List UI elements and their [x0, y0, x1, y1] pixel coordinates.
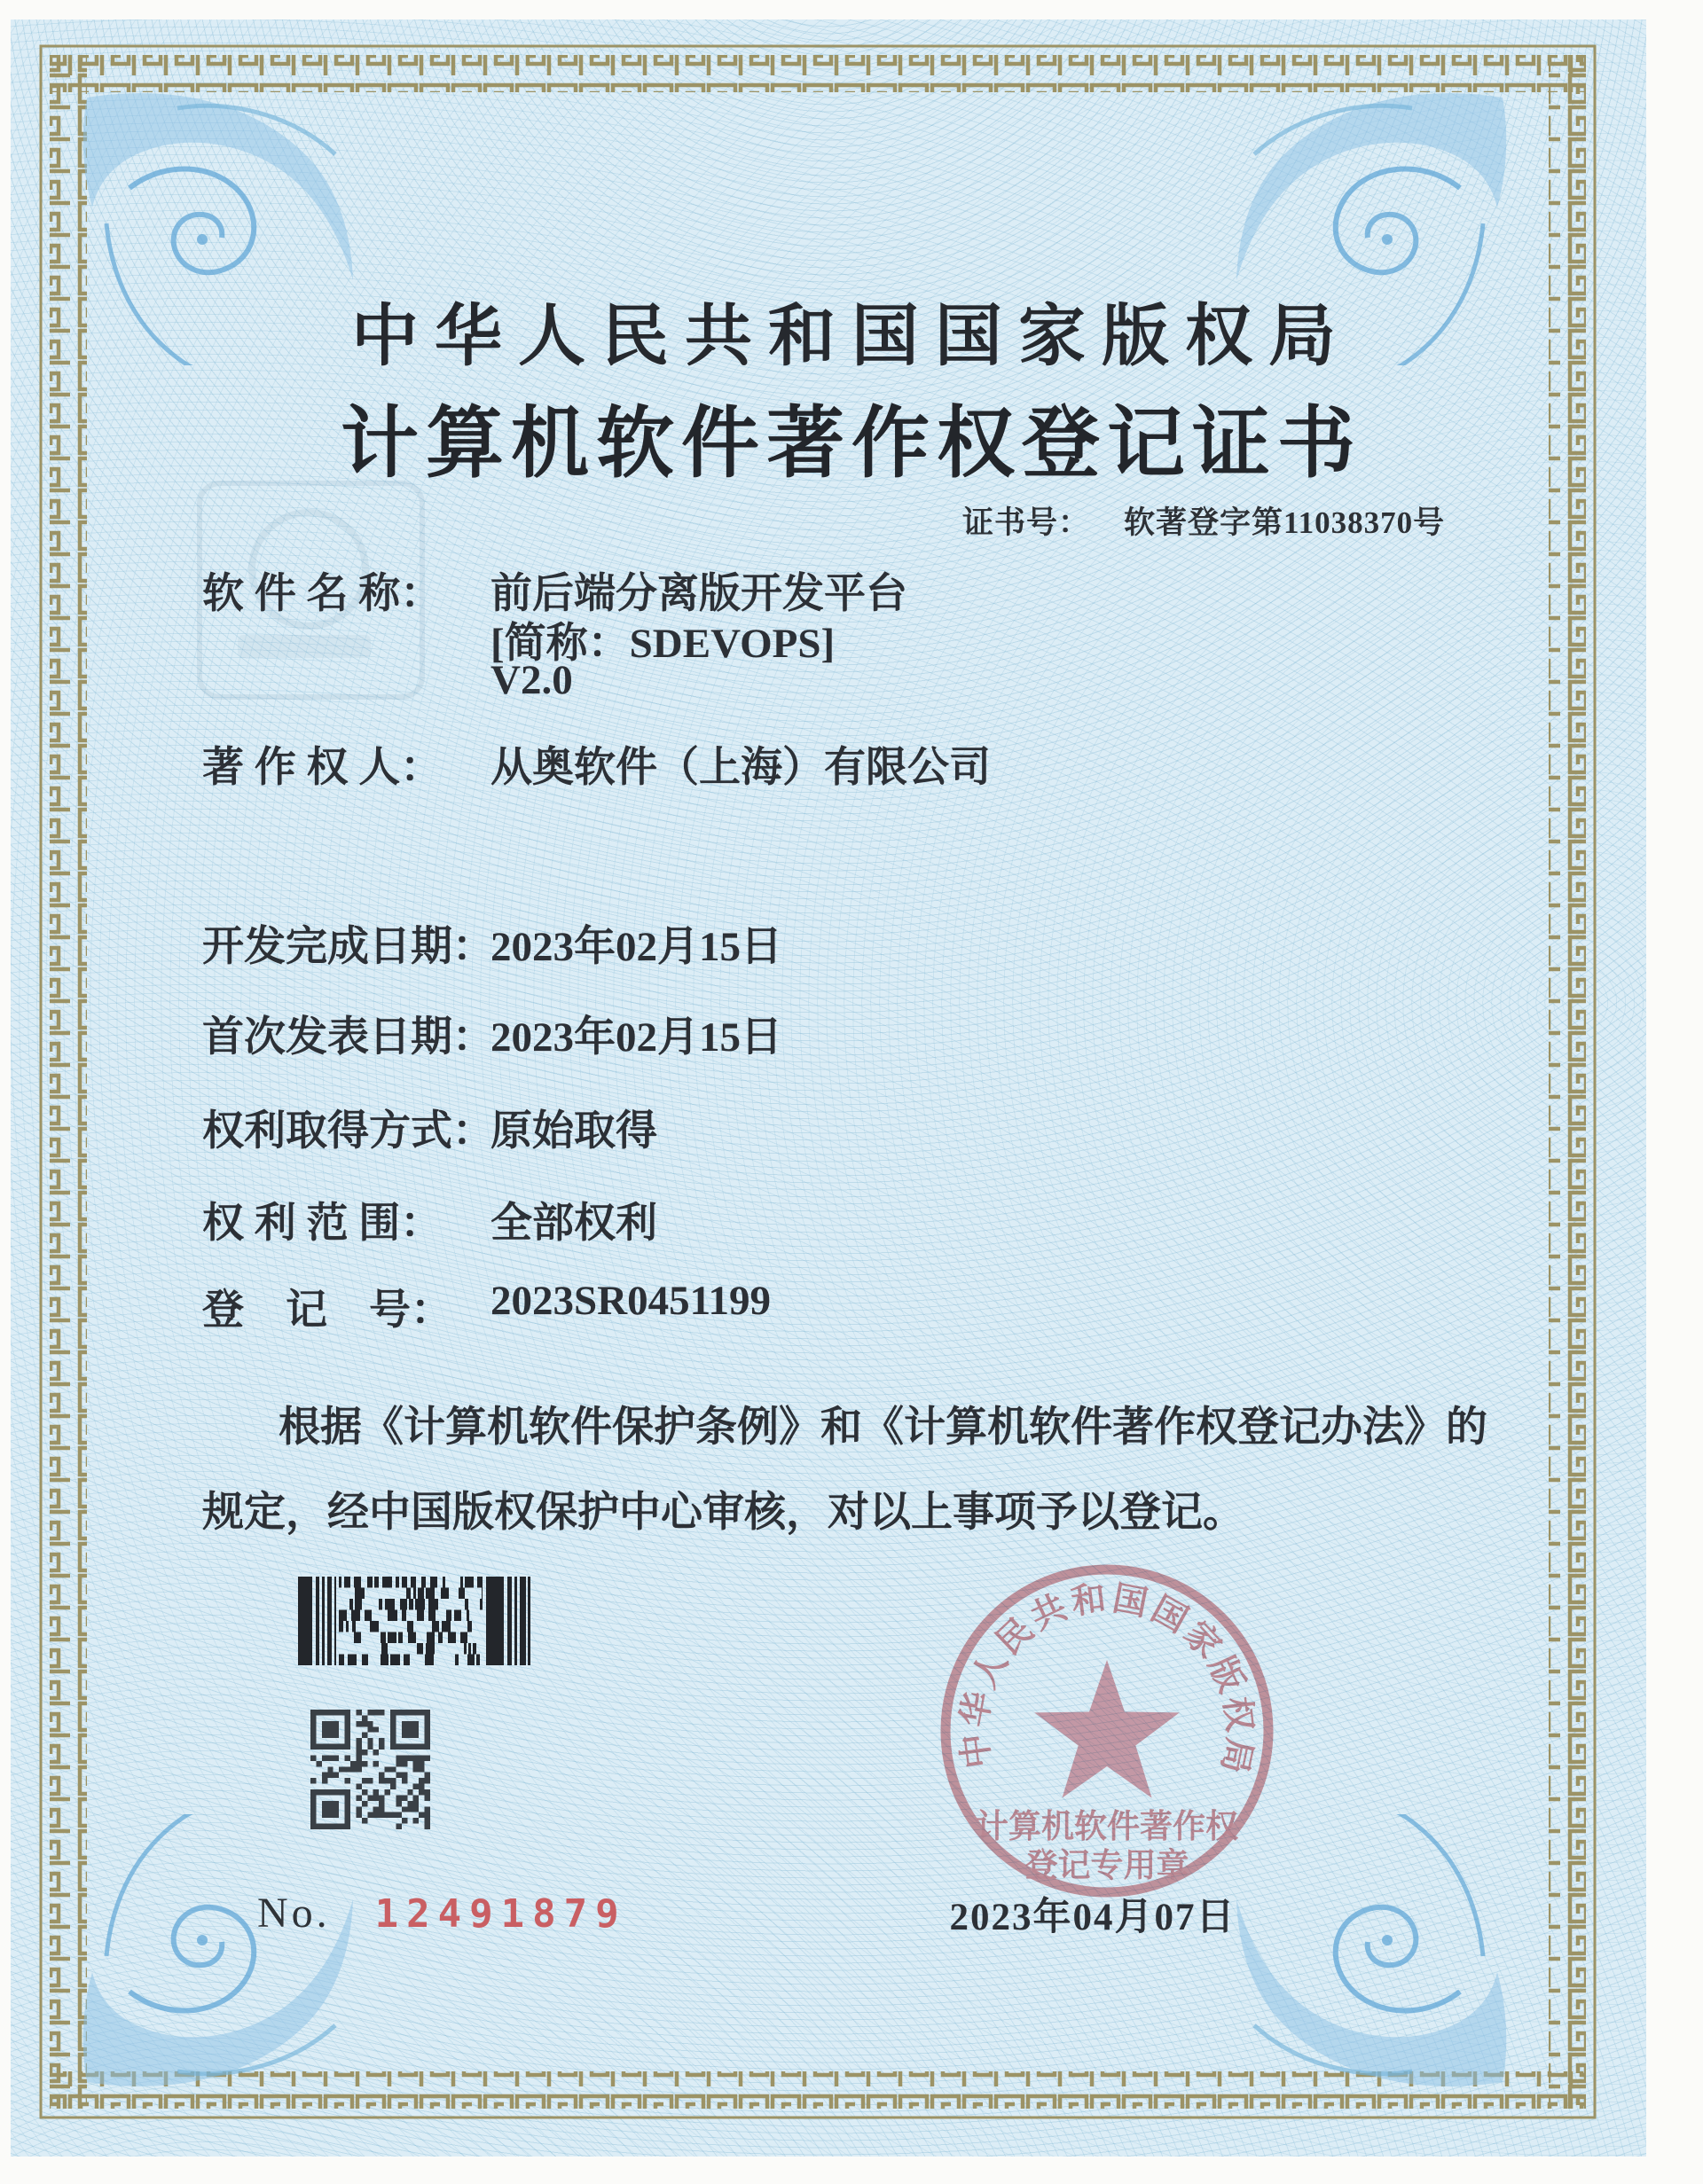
serial-number-label: No. [257, 1890, 331, 1937]
field-value: 原始取得 [490, 1108, 657, 1155]
official-red-seal [930, 1554, 1284, 1908]
certificate-number-value: 软著登字第11038370号 [1124, 505, 1446, 540]
document-title: 计算机软件著作权登记证书 [340, 402, 1362, 488]
field-value: 2023SR0451199 [490, 1278, 771, 1324]
field-label: 登 记 号： [202, 1288, 452, 1334]
registration-date: 2023年04月07日 [949, 1897, 1236, 1938]
field-label: 著 作 权 人： [202, 745, 443, 791]
serial-number-line [257, 1889, 627, 1937]
pdf417-barcode [298, 1577, 530, 1665]
field-label: 首次发表日期： [202, 1014, 494, 1061]
seal-star [1034, 1660, 1180, 1798]
field-value: V2.0 [490, 657, 573, 703]
field-value: 从奥软件（上海）有限公司 [490, 745, 991, 791]
statement-line-2: 规定，经中国版权保护中心审核，对以上事项予以登记。 [202, 1490, 1244, 1536]
field-label: 权 利 范 围： [202, 1201, 443, 1247]
field-value: 2023年02月15日 [490, 1014, 782, 1061]
seal-text-line2: 登记专用章 [1024, 1848, 1189, 1884]
qr-code [310, 1710, 430, 1829]
field-value: 前后端分离版开发平台 [490, 571, 907, 617]
field-value: 2023年02月15日 [490, 924, 782, 970]
field-value: 全部权利 [490, 1201, 657, 1247]
seal-text-line1: 计算机软件著作权 [976, 1809, 1238, 1845]
seal-arc-text: 中华人民共和国国家版权局 [954, 1578, 1260, 1781]
serial-number-value: 12491879 [374, 1891, 627, 1937]
field-value: [简称：SDEVOPS] [490, 621, 836, 667]
statement-line-1: 根据《计算机软件保护条例》和《计算机软件著作权登记办法》的 [279, 1405, 1487, 1451]
field-label: 软 件 名 称： [202, 571, 443, 617]
certificate-number-line [962, 498, 1445, 543]
authority-title: 中华人民共和国国家版权局 [351, 300, 1352, 374]
field-label: 开发完成日期： [202, 924, 494, 970]
field-label: 权利取得方式： [202, 1108, 494, 1155]
certificate-number-label: 证书号： [962, 505, 1091, 540]
